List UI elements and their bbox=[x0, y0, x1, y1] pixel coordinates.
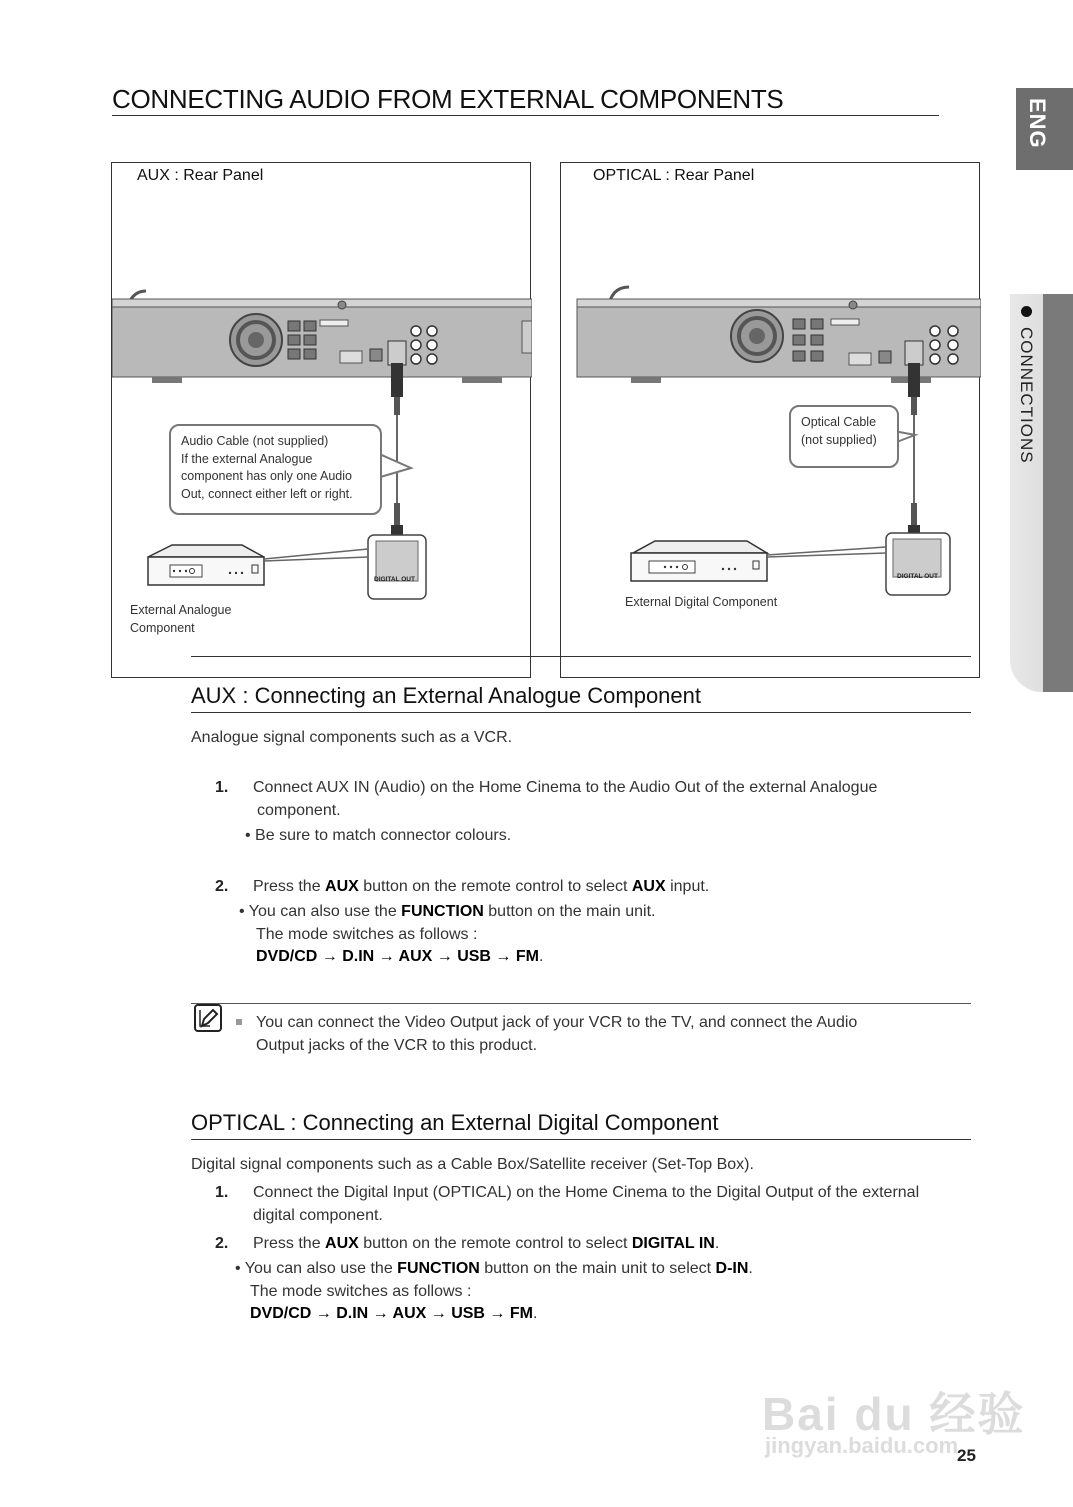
baidu-watermark-url: jingyan.baidu.com bbox=[765, 1433, 959, 1458]
text-run: button on the remote control to select bbox=[358, 878, 632, 895]
key-aux: AUX bbox=[325, 878, 359, 895]
aux-callout-line: component has only one Audio bbox=[181, 469, 352, 483]
note-line1: You can connect the Video Output jack of your VCR to the TV, and connect the Audio bbox=[256, 1014, 858, 1031]
note-bullet-icon bbox=[236, 1019, 242, 1025]
title-rule bbox=[112, 115, 939, 116]
section-tab-label-wrap bbox=[1012, 306, 1040, 464]
aux-step1-line2: component. bbox=[257, 802, 341, 819]
optical-callout-line: (not supplied) bbox=[801, 432, 877, 447]
aux-step2-number: 2. bbox=[215, 878, 229, 895]
aux-section-title: AUX : Connecting an External Analogue Component bbox=[191, 683, 701, 708]
optical-step1-line1: Connect the Digital Input (OPTICAL) on the Home Cinema to the Digital Output of the external bbox=[253, 1184, 920, 1201]
optical-step2-number: 2. bbox=[215, 1235, 229, 1252]
language-tab-label: ENG bbox=[1025, 98, 1050, 149]
text-run: button on the remote control to select bbox=[358, 1235, 632, 1252]
aux-callout-line: Out, connect either left or right. bbox=[181, 486, 353, 501]
aux-device-label bbox=[130, 601, 231, 637]
optical-step1-number: 1. bbox=[215, 1184, 229, 1201]
aux-intro: Analogue signal components such as a VCR. bbox=[191, 729, 513, 746]
text-run: Press the bbox=[253, 1235, 326, 1252]
aux-step1-line1: Connect AUX IN (Audio) on the Home Cinema to the Audio Out of the external Analogue bbox=[253, 779, 878, 796]
optical-step2-line bbox=[253, 1235, 719, 1253]
optical-port-label: DIGITAL OUT bbox=[897, 573, 938, 580]
page-title: CONNECTING AUDIO FROM EXTERNAL COMPONENTS bbox=[112, 84, 784, 114]
optical-cable-callout bbox=[789, 405, 899, 468]
note-pencil-icon bbox=[194, 1004, 222, 1032]
aux-panel-title: AUX : Rear Panel bbox=[137, 167, 264, 184]
aux-mode-sequence bbox=[256, 948, 543, 966]
mode-sequence: DVD/CD → D.IN → AUX → USB → FM bbox=[256, 948, 539, 965]
optical-step2-bullet bbox=[235, 1260, 753, 1278]
aux-step2-line bbox=[253, 878, 709, 896]
optical-intro: Digital signal components such as a Cable Box/Satellite receiver (Set-Top Box). bbox=[191, 1156, 754, 1173]
text-run: input. bbox=[665, 878, 710, 895]
key-function: FUNCTION bbox=[401, 903, 484, 920]
note-line2: Output jacks of the VCR to this product. bbox=[256, 1037, 538, 1054]
key-aux: AUX bbox=[325, 1235, 359, 1252]
key-d-in: D-IN bbox=[715, 1260, 749, 1277]
note-rule bbox=[191, 1003, 971, 1004]
optical-step1-line2: digital component. bbox=[253, 1207, 383, 1224]
aux-cable-callout bbox=[169, 424, 382, 515]
aux-mode-intro: The mode switches as follows : bbox=[256, 926, 478, 943]
aux-device-label-line: External Analogue bbox=[130, 603, 232, 617]
optical-section-rule bbox=[191, 1139, 971, 1140]
aux-section-top-rule bbox=[191, 656, 971, 657]
text-run: • You can also use the bbox=[239, 903, 402, 920]
aux-step1-bullet: • Be sure to match connector colours. bbox=[245, 827, 512, 844]
key-digital-in: DIGITAL IN bbox=[631, 1235, 715, 1252]
optical-device-label: External Digital Component bbox=[625, 595, 778, 609]
text-run: • You can also use the bbox=[235, 1260, 398, 1277]
aux-callout-line: If the external Analogue bbox=[181, 451, 313, 466]
optical-section-title: OPTICAL : Connecting an External Digital Component bbox=[191, 1110, 719, 1135]
aux-section-rule bbox=[191, 712, 971, 713]
aux-callout-line: Audio Cable (not supplied) bbox=[181, 434, 329, 448]
key-function: FUNCTION bbox=[397, 1260, 480, 1277]
aux-step2-bullet bbox=[239, 903, 656, 921]
text-run: . bbox=[538, 948, 544, 965]
aux-device-label-line: Component bbox=[130, 621, 195, 635]
language-tab bbox=[1016, 88, 1073, 170]
text-run: button on the main unit to select bbox=[479, 1260, 716, 1277]
bullet-dot-icon bbox=[1021, 306, 1032, 317]
baidu-watermark-logo: Bai du 经验 bbox=[762, 1388, 1026, 1440]
text-run: . bbox=[714, 1235, 720, 1252]
text-run: Press the bbox=[253, 878, 326, 895]
optical-rear-panel-figure bbox=[560, 162, 980, 678]
text-run: button on the main unit. bbox=[483, 903, 656, 920]
optical-mode-intro: The mode switches as follows : bbox=[250, 1283, 472, 1300]
optical-mode-sequence bbox=[250, 1305, 537, 1323]
aux-port-label: DIGITAL OUT bbox=[374, 576, 415, 583]
text-run: . bbox=[748, 1260, 753, 1277]
section-tab-label: CONNECTIONS bbox=[1017, 327, 1036, 464]
aux-step1-number: 1. bbox=[215, 779, 229, 796]
optical-panel-title: OPTICAL : Rear Panel bbox=[593, 167, 755, 184]
page-number: 25 bbox=[957, 1446, 976, 1465]
key-aux-input: AUX bbox=[631, 878, 666, 895]
aux-rear-panel-figure bbox=[111, 162, 531, 678]
text-run: . bbox=[532, 1305, 538, 1322]
section-tab-bar bbox=[1043, 294, 1073, 692]
optical-callout-line: Optical Cable bbox=[801, 415, 877, 429]
mode-sequence: DVD/CD → D.IN → AUX → USB → FM bbox=[250, 1305, 533, 1322]
